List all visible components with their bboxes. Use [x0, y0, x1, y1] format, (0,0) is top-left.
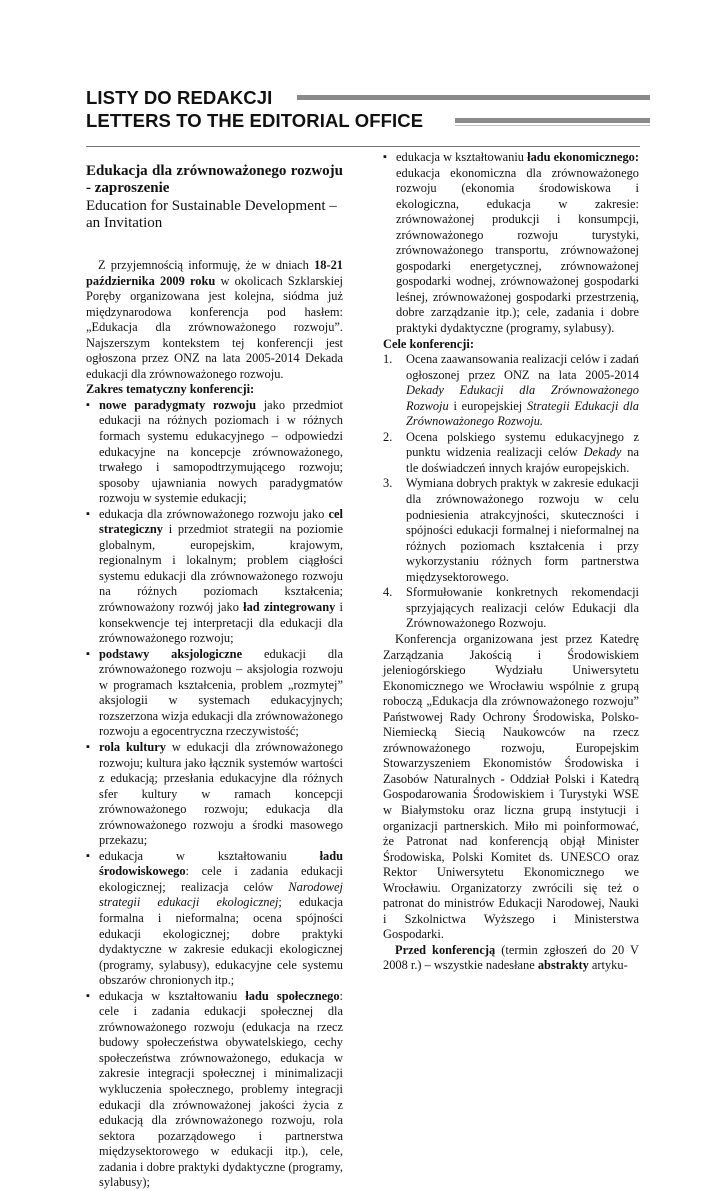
- scope-item: ▪ nowe paradygmaty rozwoju jako przedmiot edukacji na różnych poziomach i w różnych formach systemu edukacyjnego – odpowiedzi edukacyjne na koncepcje zrównoważonego, trwałego i samopodtrzymującego rozwoju; sposoby ujawniania nowych paradygmatów rozwoju w systemie edukacji;: [86, 398, 343, 507]
- article-title-en: Education for Sustainable Development – an Invitation: [86, 198, 337, 231]
- header-decor-bar: [297, 95, 650, 100]
- goal-item: 3. Wymiana dobrych praktyk w zakresie edukacji dla zrównoważonego rozwoju w celu podniesienia atrakcyjności, skuteczności i spójności edukacji formalnej i nieformalnej na różnych poziomach kształcenia i przy wykorzystaniu różnych form partnerstwa międzysektorowego.: [383, 476, 639, 584]
- organizers-paragraph: Konferencja organizowana jest przez Katedrę Zarządzania Jakością i Środowiskiem jeleniogórskiego Wydziału Uniwersytetu Ekonomicznego we Wrocławiu wspólnie z grupą roboczą „Edukacja dla zrównoważonego rozwoju” Państwowej Rady Ochrony Środowiska, Polsko-Niemiecką Siecią Naukowców na rzecz zrównoważonego rozwoju, Europejskim Stowarzyszeniem Ekonomistów Środowiska i Zasobów Naturalnych - Oddział Polski i Katedrą Gospodarowania Środowiskiem i Turystyki WSE w Białymstoku oraz liczna grupą instytucji i organizacji partnerskich. Miło mi poinformować, że Patronat nad konferencją objął Minister Środowiska, Polski Komitet ds. UNESCO oraz Rektor Uniwersytetu Ekonomicznego we Wrocławiu. Organizatorzy zwrócili się też o patronat do ministrów Edukacji Narodowej, Nauki i Szkolnictwa Wyższego i Ministerstwa Gospodarki.: [383, 631, 639, 942]
- header-decor-bar: [455, 118, 650, 123]
- right-column: [383, 150, 639, 974]
- goal-item: 2. Ocena polskiego systemu edukacyjnego z punktu widzenia realizacji celów Dekady na tle doświadczeń innych krajów europejskich.: [383, 429, 639, 475]
- pre-conference-paragraph: Przed konferencją (termin zgłoszeń do 20 V 2008 r.) – wszystkie nadesłane abstrakty artyku-: [383, 942, 639, 973]
- section-title-pl: LISTY DO REDAKCJI: [86, 87, 273, 108]
- scope-item: ▪ edukacja w kształtowaniu ładu ekonomicznego: edukacja ekonomiczna dla zrównoważonego rozwoju (ekonomia środowiskowa i ekologiczna, edukacja w zakresie: zrównoważonej produkcji i konsumpcji, zrównoważonego rozwoju turystyki, zrównoważonego transportu, zrównoważonej gospodarki energetycznej, zrównoważonej gospodarki wodnej, zrównoważonej gospodarki leśnej, zrównoważonej gospodarki przestrzenią, dobre zarządzanie itp.); cele, zadania i dobre praktyki dydaktyczne (programy, sylabusy).: [383, 150, 639, 337]
- goals-heading: Cele konferencji:: [383, 336, 474, 351]
- goal-item: 4. Sformułowanie konkretnych rekomendacji sprzyjających realizacji celów Edukacji dla Zrównoważonego Rozwoju.: [383, 585, 639, 631]
- scope-item: ▪ edukacja w kształtowaniu ładu społecznego: cele i zadania edukacji społecznej dla zrównoważonego rozwoju (edukacja na rzecz budowy społeczeństwa obywatelskiego, cechy społeczeństwa zrównoważonego, edukacja w zakresie integracji społecznej i minimalizacji wykluczenia społecznego, problemy integracji edukacji dla zrównoważonej jakości życia z edukacją dla zrównoważonego rozwoju, rola sektora pozarządowego i partnerstwa międzysektorowego w edukacji itp.), cele, zadania i dobre praktyki dydaktyczne (programy, sylabusy);: [86, 989, 343, 1191]
- scope-item: ▪ rola kultury w edukacji dla zrównoważonego rozwoju; kultura jako łącznik systemów wartości z edukacją; przesłania edukacyjne dla różnych sfer kultury w ramach koncepcji zrównoważonego rozwoju; edukacja dla zrównoważonego rozwoju a środki masowego przekazu;: [86, 740, 343, 849]
- intro-paragraph: Z przyjemnością informuję, że w dniach 18-21 października 2009 roku w okolicach Szklarskiej Poręby organizowana jest kolejna, siódma już międzynarodowa konferencja pod hasłem: „Edukacja dla zrównoważonego rozwoju”. Najszerszym kontekstem tej konferencji jest ogłoszona przez ONZ na lata 2005-2014 Dekada edukacji dla zrównoważonego rozwoju.: [86, 258, 343, 381]
- left-column: [86, 163, 343, 1191]
- scope-item: ▪ edukacja dla zrównoważonego rozwoju jako cel strategiczny i przedmiot strategii na poziomie globalnym, europejskim, krajowym, regionalnym i lokalnym; problem ciągłości systemu edukacji dla zrównoważonego rozwoju na różnych poziomach kształcenia; zrównoważony rozwój jako ład zintegrowany i konsekwencje tej interpretacji dla edukacji dla zrównoważonego rozwoju;: [86, 507, 343, 647]
- scope-item: ▪ podstawy aksjologiczne edukacji dla zrównoważonego rozwoju – aksjologia rozwoju w programach kształcenia, problem „rozmytej” aksjologii w systemach edukacyjnych; rozszerzona wizja edukacji dla zrównoważonego rozwoju a egocentryczna rzeczywistość;: [86, 647, 343, 740]
- article-title-pl: Edukacja dla zrównoważonego rozwoju - zaproszenie: [86, 163, 343, 196]
- header-rule: [86, 146, 640, 147]
- scope-heading: Zakres tematyczny konferencji:: [86, 382, 255, 397]
- goal-item: 1. Ocena zaawansowania realizacji celów i zadań ogłoszonej przez ONZ na lata 2005-2014 Dekady Edukacji dla Zrównoważonego Rozwoju i europejskiej Strategii Edukacji dla Zrównoważonego Rozwoju.: [383, 352, 640, 429]
- section-title-en: LETTERS TO THE EDITORIAL OFFICE: [86, 110, 424, 131]
- scope-item: ▪ edukacja w kształtowaniu ładu środowiskowego: cele i zadania edukacji ekologicznej; realizacja celów Narodowej strategii edukacji ekologicznej; edukacja formalna i nieformalna; ocena spójności edukacji ekologicznej; dobre praktyki dydaktyczne w zakresie edukacji ekologicznej (programy, sylabusy), edukacyjne cele systemu obszarów chronionych itp.;: [86, 849, 343, 989]
- header-decor-bar-shadow: [455, 125, 650, 126]
